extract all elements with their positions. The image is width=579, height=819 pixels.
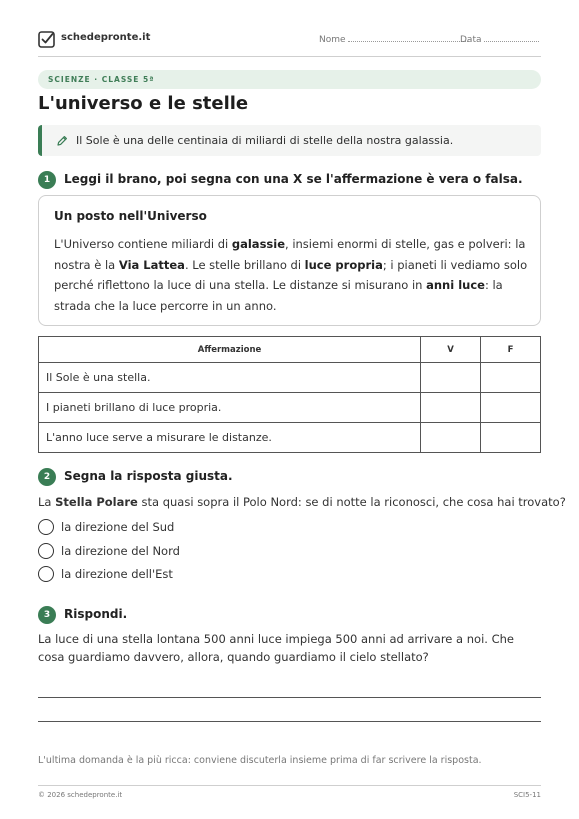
reading-segment: : la strada che la luce percorre in un anno.: [54, 278, 503, 313]
reading-segment: L'Universo contiene miliardi di: [54, 237, 232, 251]
name-field[interactable]: [319, 34, 468, 45]
info-callout: [38, 125, 541, 156]
answer-line[interactable]: [38, 721, 541, 722]
table-row: [39, 363, 541, 393]
radio-circle-icon[interactable]: [38, 566, 54, 582]
subject-badge: SCIENZE · CLASSE 5ª: [38, 70, 541, 89]
exercise-instruction: Leggi il brano, poi segna con una X se l'affermazione è vera o falsa.: [64, 172, 523, 186]
exercise-number-badge: 2: [38, 468, 56, 486]
page-header: [38, 29, 541, 57]
question-text: La luce di una stella lontana 500 anni luce impiega 500 anni ad arrivare a noi. Che cosa guardiamo davvero, allora, quando guardiamo il cielo stellato?: [38, 632, 514, 664]
true-answer-cell[interactable]: [421, 393, 481, 423]
reading-keyword: galassie: [231, 237, 286, 251]
column-header-false: F: [481, 337, 541, 363]
true-answer-cell[interactable]: [421, 423, 481, 453]
column-header-statement: Affermazione: [39, 337, 421, 363]
name-dotted-line: [348, 34, 468, 42]
name-label: Nome: [319, 35, 346, 45]
reading-segment: . Le stelle brillano di: [184, 257, 305, 272]
answer-line[interactable]: [38, 697, 541, 698]
exercise-number-badge: 3: [38, 606, 56, 624]
false-answer-cell[interactable]: [481, 363, 541, 393]
true-answer-cell[interactable]: [421, 363, 481, 393]
question-keyword: Stella Polare: [55, 495, 138, 509]
question-text: [38, 495, 566, 509]
brand-name: schedepronte.it: [61, 32, 151, 43]
reading-card: [38, 195, 541, 326]
exercise-instruction: Rispondi.: [64, 607, 128, 621]
reading-title: Un posto nell'Universo: [54, 209, 207, 223]
date-dotted-line: [484, 34, 539, 42]
question-segment: sta quasi sopra il Polo Nord: se di notte la riconosci, che cosa hai trovato?: [137, 495, 566, 509]
copyright-text: © 2026 schedepronte.it: [38, 791, 123, 799]
page-footer: [38, 785, 541, 799]
callout-text: Il Sole è una delle centinaia di miliardi di stelle della nostra galassia.: [76, 134, 454, 147]
reading-segment: ; i pianeti li vediamo solo perché riflettono la luce di una stella. Le distanze si misurano in: [54, 257, 528, 292]
exercise-number-badge: 1: [38, 171, 56, 189]
option-label: la direzione del Sud: [61, 520, 175, 534]
radio-circle-icon[interactable]: [38, 543, 54, 559]
date-field[interactable]: [460, 34, 539, 45]
reading-keyword: anni luce: [426, 278, 485, 292]
pencil-icon: [56, 135, 68, 147]
statement-cell: L'anno luce serve a misurare le distanze.: [39, 423, 421, 453]
statement-cell: Il Sole è una stella.: [39, 363, 421, 393]
table-row: [39, 393, 541, 423]
table-row: [39, 423, 541, 453]
option-label: la direzione dell'Est: [61, 567, 173, 581]
reading-text: [54, 234, 529, 316]
true-false-table: [38, 336, 541, 453]
question-segment: La: [38, 495, 56, 509]
checkbox-logo-icon: [38, 30, 55, 49]
option-label: la direzione del Nord: [61, 544, 180, 558]
table-header-row: [39, 337, 541, 363]
exercise-instruction: Segna la risposta giusta.: [64, 469, 233, 483]
false-answer-cell[interactable]: [481, 393, 541, 423]
reading-segment: , insiemi enormi di stelle, gas e polveri: la nostra è la: [54, 237, 526, 272]
reading-keyword: luce propria: [304, 257, 383, 272]
radio-circle-icon[interactable]: [38, 519, 54, 535]
column-header-true: V: [421, 337, 481, 363]
worksheet-page: [38, 0, 566, 819]
worksheet-code: SCI5-11: [513, 791, 541, 799]
false-answer-cell[interactable]: [481, 423, 541, 453]
teacher-note: L'ultima domanda è la più ricca: conviene discuterla insieme prima di far scrivere la risposta.: [38, 755, 482, 766]
statement-cell: I pianeti brillano di luce propria.: [39, 393, 421, 423]
page-title: L'universo e le stelle: [38, 93, 249, 114]
reading-keyword: Via Lattea: [118, 257, 185, 272]
date-label: Data: [460, 35, 482, 45]
